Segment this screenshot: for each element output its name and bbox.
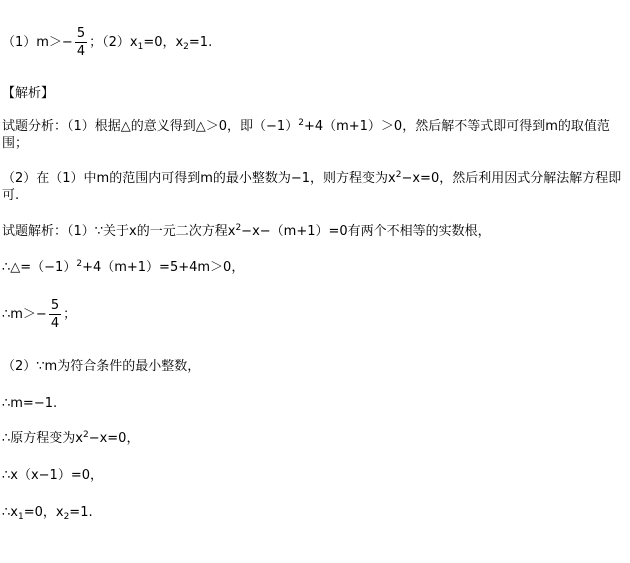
analysis-heading: 【解析】	[2, 86, 55, 101]
x2-subscript: 2	[183, 42, 189, 52]
solution-2-text-a: ∴△=（−1）	[2, 260, 77, 275]
answer-fraction-denominator: 4	[76, 44, 86, 59]
solution-3-fraction-denominator: 4	[50, 316, 60, 331]
analysis-2-text-b: −x=0，然后利用因式分解法解方程即可.	[2, 171, 622, 203]
answer-end-text: =1.	[188, 35, 213, 50]
solution-2-superscript: 2	[76, 259, 83, 269]
solution-line-3	[2, 298, 76, 331]
fraction-bar	[49, 314, 61, 315]
solution-line-7: ∴x（x−1）=0，	[2, 468, 103, 483]
analysis-1-text-b: +4（m+1）＞0，然后解不等式即可得到m的取值范围；	[2, 119, 610, 151]
solution-3-text-prefix: ∴m＞−	[2, 307, 47, 322]
solution-2-text-b: +4（m+1）=5+4m＞0，	[82, 260, 245, 275]
solution-line-8	[2, 505, 93, 521]
analysis-1-text-a: 试题分析：（1）根据△的意义得到△＞0，即（−1）	[2, 119, 299, 134]
solution-3-fraction-numerator: 5	[50, 298, 60, 313]
solution-1-superscript: 2	[235, 223, 242, 233]
solution-6-superscript: 2	[82, 430, 89, 440]
answer-line	[2, 26, 212, 59]
answer-mid-text: =0，x	[143, 35, 184, 50]
solution-line-5: ∴m=−1.	[2, 396, 58, 411]
x1-subscript: 1	[137, 42, 144, 52]
analysis-2-text-a: （2）在（1）中m的范围内可得到m的最小整数为−1，则方程变为x	[2, 171, 396, 186]
answer-part1-text: （1）m＞−	[2, 35, 73, 50]
solution-8-subscript-1: 1	[17, 512, 24, 522]
solution-3-text-suffix: ；	[63, 307, 77, 322]
solution-8-text-a: ∴x	[2, 505, 18, 520]
analysis-paragraph-1	[2, 118, 628, 152]
fraction-bar	[75, 42, 87, 43]
answer-fraction-numerator: 5	[76, 26, 86, 41]
analysis-2-superscript: 2	[395, 170, 402, 180]
solution-6-text-b: −x=0，	[88, 431, 140, 446]
solution-line-2	[2, 260, 244, 276]
solution-line-6	[2, 431, 139, 447]
analysis-1-superscript: 2	[298, 118, 304, 128]
solution-line-4: （2）∵m为符合条件的最小整数，	[2, 359, 201, 374]
solution-8-subscript-2: 2	[63, 512, 70, 522]
solution-8-text-mid: =0，x	[23, 505, 64, 520]
answer-sep-text: ；（2）x	[89, 35, 138, 50]
solution-6-text-a: ∴原方程变为x	[2, 431, 83, 446]
solution-3-fraction	[49, 298, 61, 331]
analysis-paragraph-2	[2, 170, 628, 204]
solution-1-text-a: 试题解析：（1）∵关于x的一元二次方程x	[2, 224, 236, 239]
answer-fraction	[75, 26, 87, 59]
solution-8-text-end: =1.	[69, 505, 93, 520]
solution-line-1	[2, 224, 491, 240]
solution-1-text-b: −x−（m+1）=0有两个不相等的实数根，	[241, 224, 491, 239]
